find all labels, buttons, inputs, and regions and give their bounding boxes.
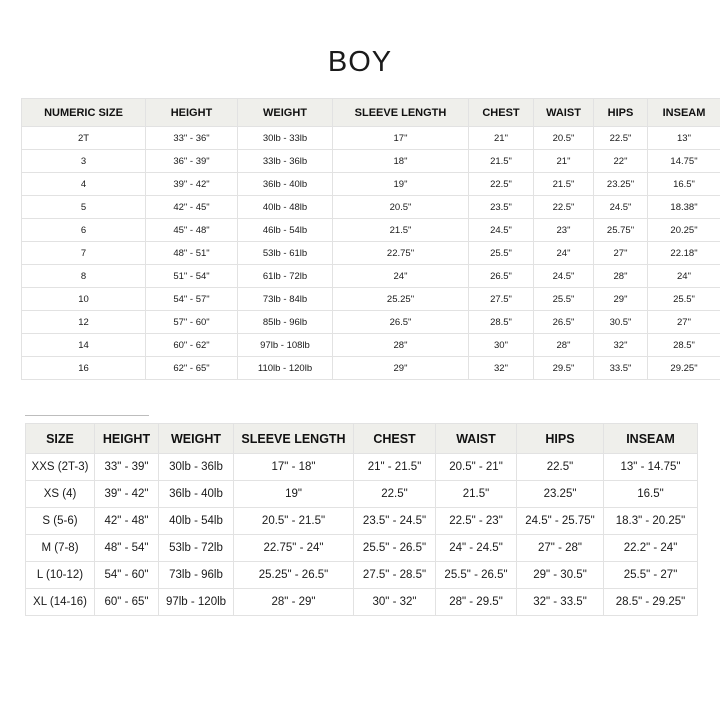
table-cell: 29" (594, 288, 648, 311)
table-cell: 85lb - 96lb (238, 311, 333, 334)
column-header: SIZE (26, 424, 95, 454)
table-cell: 22.5" (354, 481, 436, 508)
column-header: HEIGHT (146, 99, 238, 127)
table-cell: 32" - 33.5" (517, 589, 604, 616)
table-cell: 28" (594, 265, 648, 288)
table-cell: 22.5" (517, 454, 604, 481)
table-cell: 53lb - 61lb (238, 242, 333, 265)
table-cell: 19" (333, 173, 469, 196)
table-cell: 12 (22, 311, 146, 334)
table-cell: 110lb - 120lb (238, 357, 333, 380)
table-cell: 28" (333, 334, 469, 357)
table-cell: 36lb - 40lb (238, 173, 333, 196)
table-cell: 29" - 30.5" (517, 562, 604, 589)
table-cell: 26.5" (534, 311, 594, 334)
table-cell: 22.5" - 23" (436, 508, 517, 535)
table-cell: 23.25" (517, 481, 604, 508)
column-header: INSEAM (648, 99, 720, 127)
table-cell: 27" (648, 311, 720, 334)
table-cell: 33" - 39" (95, 454, 159, 481)
table-cell: 29" (333, 357, 469, 380)
table-row (26, 508, 698, 535)
table-cell: 48" - 54" (95, 535, 159, 562)
table-cell: 97lb - 108lb (238, 334, 333, 357)
table-cell: 21.5" (436, 481, 517, 508)
table-cell: 6 (22, 219, 146, 242)
table-row (22, 288, 720, 311)
table-cell: 25.5" - 27" (604, 562, 698, 589)
table-cell: 60" - 65" (95, 589, 159, 616)
column-header: HIPS (594, 99, 648, 127)
column-header: HIPS (517, 424, 604, 454)
table-cell: 39" - 42" (95, 481, 159, 508)
table-cell: 40lb - 48lb (238, 196, 333, 219)
table-cell: 22.5" (469, 173, 534, 196)
table-row (22, 150, 720, 173)
table-cell: 24" (333, 265, 469, 288)
table-row (22, 173, 720, 196)
table-cell: 45" - 48" (146, 219, 238, 242)
table-cell: 33.5" (594, 357, 648, 380)
table-cell: 28.5" - 29.25" (604, 589, 698, 616)
table-cell: 25.25" (333, 288, 469, 311)
table-cell: 10 (22, 288, 146, 311)
page-title: BOY (327, 46, 393, 78)
table-row (22, 311, 720, 334)
table-cell: 25.5" (534, 288, 594, 311)
table-cell: 17" - 18" (234, 454, 354, 481)
table-cell: 29.5" (534, 357, 594, 380)
table-cell: 20.5" - 21" (436, 454, 517, 481)
table-cell: 18" (333, 150, 469, 173)
table-cell: 24.5" (594, 196, 648, 219)
table-cell: 19" (234, 481, 354, 508)
table-cell: 7 (22, 242, 146, 265)
table-cell: 28" - 29.5" (436, 589, 517, 616)
table-cell: 25.5" - 26.5" (436, 562, 517, 589)
table-cell: 48" - 51" (146, 242, 238, 265)
table-cell: 26.5" (469, 265, 534, 288)
table-cell: 28" (534, 334, 594, 357)
table-cell: 20.5" (333, 196, 469, 219)
table-cell: 22.5" (534, 196, 594, 219)
table-cell: 23.5" (469, 196, 534, 219)
table-cell: 16.5" (648, 173, 720, 196)
table-cell: 25.5" (469, 242, 534, 265)
table-cell: 30lb - 36lb (159, 454, 234, 481)
table-cell: 28.5" (469, 311, 534, 334)
table-cell: 30lb - 33lb (238, 127, 333, 150)
table-header (22, 99, 720, 127)
letter-size-table (25, 423, 698, 616)
table-cell: 26.5" (333, 311, 469, 334)
table-cell: 73lb - 84lb (238, 288, 333, 311)
table-cell: 30" (469, 334, 534, 357)
table-cell: 21" (534, 150, 594, 173)
table-cell: 23.5" - 24.5" (354, 508, 436, 535)
table-cell: 32" (469, 357, 534, 380)
table-cell: 2T (22, 127, 146, 150)
table-cell: 28.5" (648, 334, 720, 357)
table-cell: 73lb - 96lb (159, 562, 234, 589)
table-cell: 27.5" - 28.5" (354, 562, 436, 589)
table-cell: 24.5" (469, 219, 534, 242)
column-header: CHEST (469, 99, 534, 127)
table-cell: 18.38" (648, 196, 720, 219)
table-cell: 17" (333, 127, 469, 150)
table-cell: L (10-12) (26, 562, 95, 589)
table-cell: 22.75" - 24" (234, 535, 354, 562)
table-row (22, 242, 720, 265)
table-cell: 97lb - 120lb (159, 589, 234, 616)
table-cell: 16.5" (604, 481, 698, 508)
table-cell: XL (14-16) (26, 589, 95, 616)
divider (25, 415, 149, 416)
table-header (26, 424, 698, 454)
table-row (22, 219, 720, 242)
table-cell: 27" - 28" (517, 535, 604, 562)
column-header: SLEEVE LENGTH (234, 424, 354, 454)
table-cell: 36lb - 40lb (159, 481, 234, 508)
table-cell: 61lb - 72lb (238, 265, 333, 288)
table-row (22, 265, 720, 288)
table-row (26, 481, 698, 508)
table-cell: 51" - 54" (146, 265, 238, 288)
table-cell: XS (4) (26, 481, 95, 508)
table-row (22, 196, 720, 219)
table-cell: 13" - 14.75" (604, 454, 698, 481)
table-cell: 54" - 57" (146, 288, 238, 311)
table-cell: 24" (648, 265, 720, 288)
table-cell: 28" - 29" (234, 589, 354, 616)
table-cell: 54" - 60" (95, 562, 159, 589)
table-cell: 16 (22, 357, 146, 380)
table-cell: 25.75" (594, 219, 648, 242)
table-cell: 21.5" (333, 219, 469, 242)
column-header: HEIGHT (95, 424, 159, 454)
table-cell: 27.5" (469, 288, 534, 311)
table-cell: 53lb - 72lb (159, 535, 234, 562)
table-cell: 39" - 42" (146, 173, 238, 196)
table-cell: 21" - 21.5" (354, 454, 436, 481)
table-cell: 21.5" (469, 150, 534, 173)
table-cell: 33" - 36" (146, 127, 238, 150)
table-cell: 22" (594, 150, 648, 173)
table-cell: 42" - 48" (95, 508, 159, 535)
table-cell: 22.2" - 24" (604, 535, 698, 562)
table-cell: 27" (594, 242, 648, 265)
table-row (22, 357, 720, 380)
table-cell: 57" - 60" (146, 311, 238, 334)
table-row (26, 589, 698, 616)
table-cell: 60" - 62" (146, 334, 238, 357)
table-cell: 62" - 65" (146, 357, 238, 380)
table-cell: 8 (22, 265, 146, 288)
table-cell: 14.75" (648, 150, 720, 173)
column-header: SLEEVE LENGTH (333, 99, 469, 127)
table-cell: 24.5" (534, 265, 594, 288)
column-header: WAIST (534, 99, 594, 127)
table-cell: S (5-6) (26, 508, 95, 535)
table-cell: 36" - 39" (146, 150, 238, 173)
numeric-size-table (21, 98, 720, 380)
table-cell: 25.5" - 26.5" (354, 535, 436, 562)
table-cell: 21" (469, 127, 534, 150)
table-cell: 13" (648, 127, 720, 150)
column-header: CHEST (354, 424, 436, 454)
column-header: NUMERIC SIZE (22, 99, 146, 127)
table-cell: 21.5" (534, 173, 594, 196)
table-cell: 29.25" (648, 357, 720, 380)
table-cell: 22.5" (594, 127, 648, 150)
table-cell: 20.5" (534, 127, 594, 150)
table-cell: 24" (534, 242, 594, 265)
table-cell: 18.3" - 20.25" (604, 508, 698, 535)
table-cell: 33lb - 36lb (238, 150, 333, 173)
table-row (26, 535, 698, 562)
table-cell: 14 (22, 334, 146, 357)
table-cell: 40lb - 54lb (159, 508, 234, 535)
table-cell: 23" (534, 219, 594, 242)
table-cell: 24.5" - 25.75" (517, 508, 604, 535)
table-cell: 30.5" (594, 311, 648, 334)
table-cell: 42" - 45" (146, 196, 238, 219)
table-cell: 30" - 32" (354, 589, 436, 616)
table-cell: 20.5" - 21.5" (234, 508, 354, 535)
table-cell: 25.25" - 26.5" (234, 562, 354, 589)
table-cell: 25.5" (648, 288, 720, 311)
table-cell: 23.25" (594, 173, 648, 196)
table-cell: 24" - 24.5" (436, 535, 517, 562)
table-row (22, 334, 720, 357)
table-cell: 46lb - 54lb (238, 219, 333, 242)
column-header: WEIGHT (238, 99, 333, 127)
table-cell: M (7-8) (26, 535, 95, 562)
table-cell: 4 (22, 173, 146, 196)
table-cell: XXS (2T-3) (26, 454, 95, 481)
table-row (26, 454, 698, 481)
table-cell: 3 (22, 150, 146, 173)
table-row (22, 127, 720, 150)
column-header: WEIGHT (159, 424, 234, 454)
table-cell: 22.18" (648, 242, 720, 265)
table-cell: 20.25" (648, 219, 720, 242)
column-header: INSEAM (604, 424, 698, 454)
table-row (26, 562, 698, 589)
table-cell: 5 (22, 196, 146, 219)
table-cell: 22.75" (333, 242, 469, 265)
table-cell: 32" (594, 334, 648, 357)
column-header: WAIST (436, 424, 517, 454)
